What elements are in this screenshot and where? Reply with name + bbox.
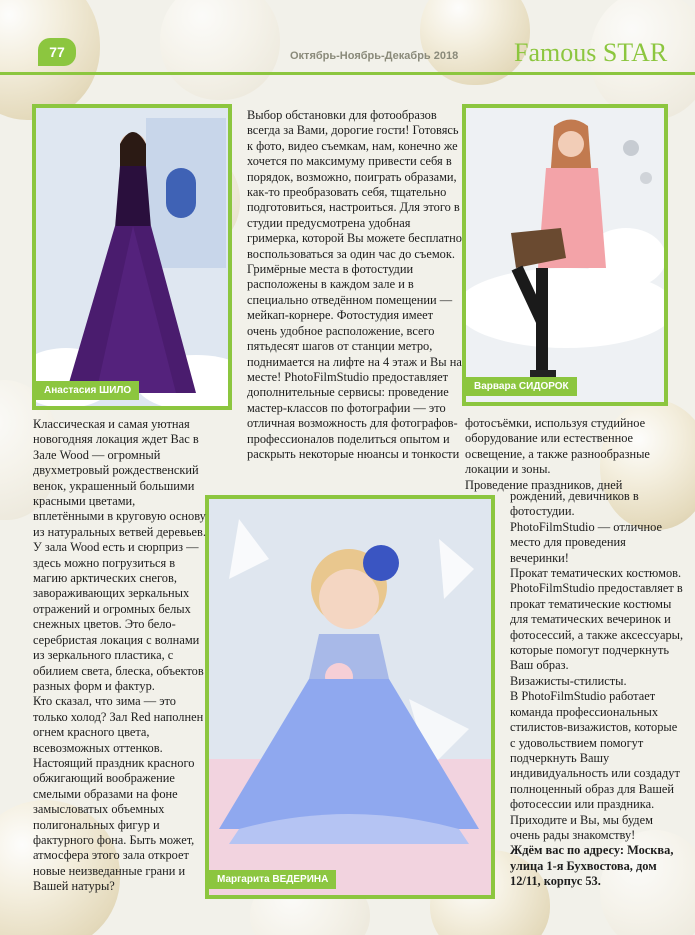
article-paragraph: Классическая и самая уютная новогодняя локация ждет Вас в Зале Wood — огромный двухметровый рождественский венок, украшенный большими красными цветами, вплетёнными в круговую основу из натуральных ветвей деревьев. (33, 417, 206, 539)
article-paragraph: Проведение праздников, дней (465, 477, 623, 492)
photo-caption: Маргарита ВЕДЕРИНА (209, 870, 336, 889)
magazine-title: Famous STAR (514, 38, 668, 67)
header-divider (0, 72, 695, 75)
balloon-decoration (160, 0, 280, 100)
article-subheading: Визажисты-стилисты. (510, 673, 627, 688)
photo-caption: Варвара СИДОРОК (466, 377, 577, 396)
article-paragraph: Выбор обстановки для фотообразов всегда за Вами, дорогие гости! Готовясь к фото, видео съемкам, нам, конечно же хочется по максимуму привести себя в порядок, возможно, поиграть образами, как-то преобразовать себя, тщательно подготовиться, настроиться. Для этого в студии предусмотрена удобная гримерка, которой Вы можете бесплатно воспользоваться за один час до съемок. Гримёрные места в фотостудии расположены в каждом зале и в специально отведённом помещении — мейкап-корнере. Фотостудия имеет очень удобное расположение, всего пятьдесят шагов от станции метро, поднимается на лифте на 4 этаж и Вы на месте! PhotoFilmStudio предоставляет дополнительные сервисы: проведение мастер-классов по фотографии — это отличная возможность для фотографов-профессионалов поделиться опытом и раскрыть некоторые нюансы и тонкости (247, 108, 462, 461)
article-center-column (247, 108, 462, 462)
photo-anastasia (32, 104, 232, 410)
article-right-column-bottom (510, 489, 685, 890)
article-left-column (33, 417, 208, 895)
article-paragraph: рождений, девичников в фотостудии. (510, 489, 639, 519)
article-paragraph: Приходите и Вы, мы будем очень рады знакомству! (510, 812, 653, 842)
page-number: 77 (38, 38, 76, 66)
photo-illustration (209, 499, 491, 895)
article-paragraph: В PhotoFilmStudio работает команда профессиональных стилистов-визажистов, которые с удовольствием помогут подчеркнуть Вашу индивидуальность или создадут полноценный образ для Вашей фотосессии или праздника. (510, 689, 680, 812)
photo-illustration (36, 108, 228, 406)
address: Ждём вас по адресу: Москва, улица 1-я Бухвостова, дом 12/11, корпус 53. (510, 843, 674, 889)
photo-illustration (466, 108, 664, 402)
article-paragraph: У зала Wood есть и сюрприз — здесь можно погрузиться в магию арктических снегов, завораживающих зеркальных отражений и огромных белых снежных цветов. Это бело-серебристая локация с волнами из зеркального пластика, с обилием света, блеска, объектов разных форм и фактур. (33, 540, 204, 693)
article-subheading: Прокат тематических костюмов. (510, 566, 682, 581)
photo-caption: Анастасия ШИЛО (36, 381, 139, 400)
article-paragraph: PhotoFilmStudio предоставляет в прокат тематические костюмы для тематических вечеринок и фотосессий, а также аксессуары, которые помогут подчеркнуть Ваш образ. (510, 581, 684, 673)
article-paragraph: фотосъёмки, используя студийное оборудование или естественное освещение, а также разнообразные локации и зоны. (465, 416, 650, 477)
article-right-column-top (465, 416, 685, 493)
photo-margarita (205, 495, 495, 899)
article-paragraph: PhotoFilmStudio — отличное место для проведения вечеринки! (510, 519, 662, 565)
issue-date: Октябрь-Ноябрь-Декабрь 2018 (290, 50, 459, 62)
article-paragraph: Кто сказал, что зима — это только холод? Зал Red наполнен огнем красного цвета, всевозможных оттенков. Настоящий праздник красного обжигающий воображение смелыми образами на фоне замысловатых объемных полигональных фигур и фактурного фона. Быть может, атмосфера этого зала откроет новые неизведанные грани и Вашей натуры? (33, 694, 204, 894)
photo-varvara (462, 104, 668, 406)
